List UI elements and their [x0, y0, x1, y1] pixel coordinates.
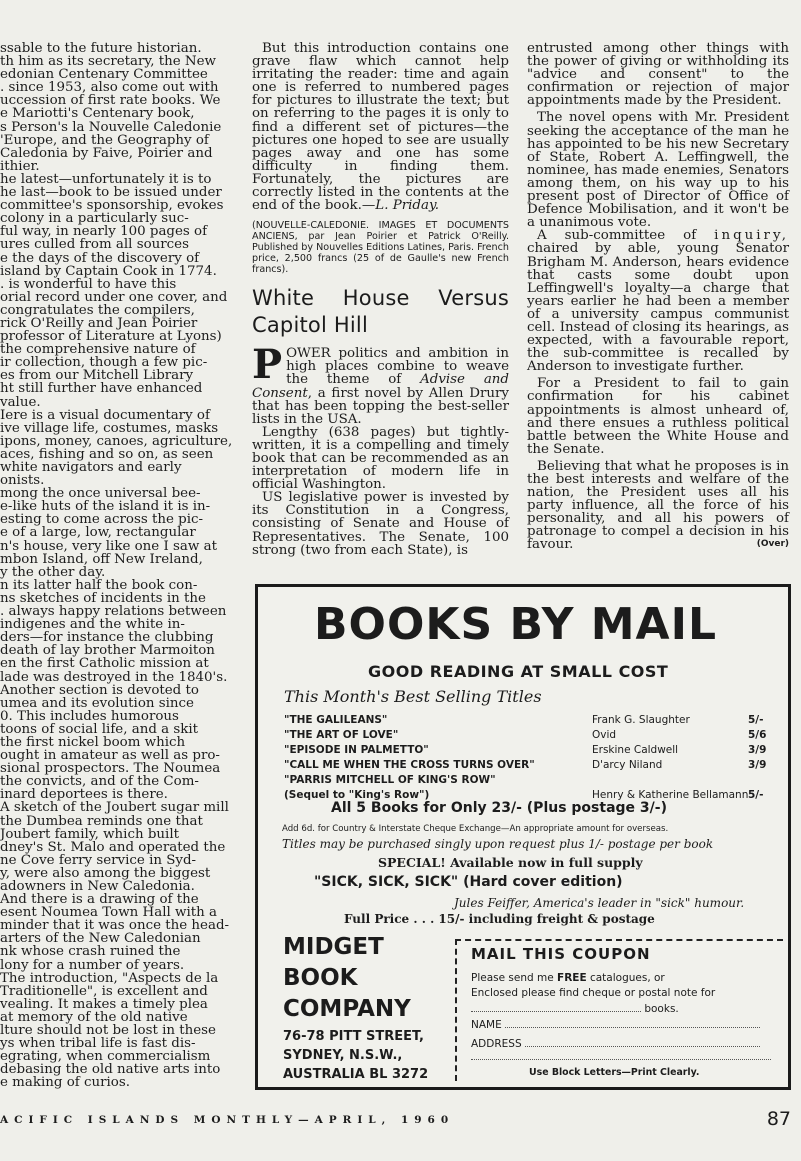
paragraph: The novel opens with Mr. President seeking the acceptance of the man he has appointed to be his new Secretary of State, Robert A. Leffingwell, the nominee, has made enemies, Senators among them, on his way up to his present post of Director of Office of Defence Mobilisation, and it won't be a unanimous vote.: [527, 110, 789, 231]
continued-label: (Over): [756, 539, 789, 550]
text-line: Caledonia by Faive, Poirier and: [0, 146, 213, 160]
paragraph: A sub-committee of inquiry, chaired by able, young Senator Brigham M. Anderson, hears evidence that casts some doubt upon Leffingwell's loyalty—a charge that years earlier he had been a member of a university campus communist cell. Instead of closing its hearings, as expected, with a favourable report, the sub-committee is recalled by Anderson to investigate further.: [527, 228, 789, 375]
paragraph: Believing that what he proposes is in the best interests and welfare of the nation, the President uses all his party influence, all the force of his personality, and all his powers of patronage to compel a decision in his favour. (Over): [527, 458, 789, 553]
book-title: "CALL ME WHEN THE CROSS TURNS OVER": [284, 759, 535, 771]
text-line: the comprehensive nature of: [0, 343, 196, 357]
coupon-title: MAIL THIS COUPON: [471, 945, 651, 963]
text-line: professor of Literature at Lyons): [0, 330, 222, 344]
company-name: MIDGET BOOK COMPANY: [283, 934, 411, 1022]
book-row: [284, 743, 784, 758]
text-line: he latest—unfortunately it is to: [0, 172, 212, 187]
text-line: adowners in New Caledonia.: [0, 880, 195, 894]
text-line: ought in amateur as well as pro-: [0, 749, 220, 763]
text-line: ures culled from all sources: [0, 238, 189, 252]
book-row: [284, 758, 784, 773]
page-number: 87: [766, 1108, 791, 1130]
text-line: And there is a drawing of the: [0, 893, 199, 907]
single-purchase-note: Titles may be purchased singly upon request plus 1/- postage per book: [282, 837, 714, 851]
text-line: ders—for instance the clubbing: [0, 631, 214, 645]
text-line: arters of the New Caledonian: [0, 932, 201, 946]
text-line: death of lay brother Marmoiton: [0, 644, 215, 658]
book-caption: (NOUVELLE-CALEDONIE. IMAGES ET DOCUMENTS ANCIENS, par Jean Poirier et Patrick O'Reilly. Published by Nouvelles Editions Latines, Paris. French price, 2,500 francs (25 of de Gaulle's new French francs).: [252, 220, 509, 276]
text-line: The introduction, "Aspects de la: [0, 971, 219, 985]
book-author: Erskine Caldwell: [592, 744, 679, 756]
text-line: Joubert family, which built: [0, 827, 179, 841]
text-line: onists.: [0, 474, 45, 488]
coupon-footer: Use Block Letters—Print Clearly.: [529, 1067, 700, 1078]
paragraph: For a President to fail to gain confirmation for his cabinet appointments is almost unheard of, and there ensues a ruthless political battle between the White House and the Senate.: [527, 376, 789, 457]
text-line: lade was destroyed in the 1840's.: [0, 670, 228, 684]
text-line: e of a large, low, rectangular: [0, 526, 196, 540]
text-line: inard deportees is there.: [0, 788, 168, 802]
text-line: white navigators and early: [0, 461, 182, 475]
text-line: Traditionelle", is excellent and: [0, 984, 208, 998]
featured-book-price: Full Price . . . 15/- including freight & postage: [344, 912, 655, 926]
text-line: aces, fishing and so on, as seen: [0, 447, 214, 461]
text-line: the Dumbea reminds one that: [0, 814, 203, 828]
article-column-left: [0, 42, 238, 1090]
text-line: minder that it was once the head-: [0, 919, 230, 933]
text-line: island by Captain Cook in 1774.: [0, 264, 217, 278]
text-line: ithier.: [0, 159, 40, 173]
text-line: congratulates the compilers,: [0, 303, 195, 317]
cheque-note: Add 6d. for Country & Interstate Cheque Exchange—An appropriate amount for overseas.: [282, 824, 669, 834]
text-line: Another section is devoted to: [0, 683, 199, 697]
text-line: ssable to the future historian.: [0, 42, 202, 56]
text-line: Iere is a visual documentary of: [0, 408, 210, 422]
book-title: "EPISODE IN PALMETTO": [284, 744, 429, 756]
text-line: 0. This includes humorous: [0, 709, 179, 723]
text-line: es from our Mitchell Library: [0, 369, 194, 383]
special-offer: SPECIAL! Available now in full supply: [378, 855, 643, 870]
book-author: Ovid: [592, 729, 617, 741]
book-author: Henry & Katherine Bellamann: [592, 789, 749, 801]
paragraph: US legislative power is invested by its Constitution in a Congress, consisting of Senate and House of Representatives. The Senate, 100 strong (two from each State), is: [252, 490, 509, 558]
publication-line: ACIFIC ISLANDS MONTHLY—APRIL, 1960: [0, 1114, 455, 1126]
book-list: [284, 713, 784, 803]
text-line: esent Noumea Town Hall with a: [0, 906, 218, 920]
article-column-right: [527, 42, 789, 552]
book-title: "THE ART OF LOVE": [284, 729, 399, 741]
book-title: (Sequel to "King's Row"): [284, 789, 430, 801]
text-line: ne Cove ferry service in Syd-: [0, 853, 197, 867]
book-title: "THE GALILEANS": [284, 714, 388, 726]
text-line: mong the once universal bee-: [0, 487, 201, 501]
text-line: e the days of the discovery of: [0, 251, 200, 265]
text-line: mbon Island, off New Ireland,: [0, 552, 203, 566]
books-by-mail-advertisement: [255, 584, 791, 1090]
paragraph: Lengthy (638 pages) but tightly-written, it is a compelling and timely book that can be recommended as an interpretation of modern life in official Washington.: [252, 424, 509, 493]
text-line: 'Europe, and the Geography of: [0, 133, 209, 147]
text-line: debasing the old native arts into: [0, 1063, 221, 1077]
text-line: umea and its evolution since: [0, 696, 194, 710]
text-line: committee's sponsorship, evokes: [0, 199, 224, 213]
text-line: the first nickel boom which: [0, 735, 186, 750]
text-line: y the other day.: [0, 565, 106, 579]
text-line: y, were also among the biggest: [0, 866, 211, 880]
article-headline: White House Versus Capitol Hill: [252, 286, 509, 338]
text-line: th him as its secretary, the New: [0, 55, 217, 69]
best-selling-heading: This Month's Best Selling Titles: [284, 687, 542, 706]
book-row: [284, 773, 784, 788]
text-line: egrating, when commercialism: [0, 1050, 211, 1064]
paragraph: entrusted among other things with the power of giving or withholding its "advice and consent" to the confirmation or rejection of major appointments made by the President.: [527, 41, 789, 109]
company-address: 76-78 PITT STREET, SYDNEY, N.S.W., AUSTRALIA BL 3272: [283, 1029, 429, 1082]
featured-book-title: "SICK, SICK, SICK" (Hard cover edition): [314, 874, 623, 890]
text-line: ir collection, though a few pic-: [0, 356, 208, 370]
text-line: en the first Catholic mission at: [0, 657, 209, 671]
coupon-name-field[interactable]: NAME: [471, 1017, 760, 1031]
book-price: 5/-: [748, 789, 764, 801]
text-line: dney's St. Malo and operated the: [0, 840, 226, 854]
text-line: . is wonderful to have this: [0, 277, 177, 291]
ad-banner: BOOKS BY MAIL: [314, 599, 718, 650]
text-line: ys when tribal life is fast dis-: [0, 1037, 196, 1051]
book-price: 5/6: [748, 729, 767, 741]
book-row: [284, 713, 784, 728]
text-line: toons of social life, and a skit: [0, 722, 199, 736]
text-line: ht still further have enhanced: [0, 382, 203, 396]
bundle-offer: All 5 Books for Only 23/- (Plus postage 3/-): [331, 800, 667, 816]
page-footer: [0, 1108, 801, 1132]
text-line: sional prospectors. The Noumea: [0, 762, 221, 776]
text-line: colony in a particularly suc-: [0, 212, 189, 226]
text-line: s Person's la Nouvelle Caledonie: [0, 120, 222, 134]
text-line: uccession of first rate books. We: [0, 94, 221, 108]
text-line: rick O'Reilly and Jean Poirier: [0, 316, 198, 331]
book-author: Frank G. Slaughter: [592, 714, 690, 726]
mail-coupon: [455, 939, 783, 1081]
text-line: ns sketches of incidents in the: [0, 591, 206, 606]
book-price: 3/9: [748, 744, 767, 756]
text-line: ipons, money, canoes, agriculture,: [0, 434, 233, 448]
text-line: lony for a number of years.: [0, 958, 185, 972]
coupon-address-line[interactable]: [471, 1049, 771, 1063]
text-line: lture should not be lost in these: [0, 1024, 216, 1038]
book-title: "PARRIS MITCHELL OF KING'S ROW": [284, 774, 496, 786]
text-line: edonian Centenary Committee: [0, 68, 208, 82]
coupon-address-field[interactable]: ADDRESS: [471, 1036, 760, 1050]
book-author: D'arcy Niland: [592, 759, 663, 771]
text-line: e Mariotti's Centenary book,: [0, 107, 195, 121]
featured-book-author: Jules Feiffer, America's leader in "sick" humour.: [454, 896, 745, 910]
drop-cap: P: [252, 341, 283, 389]
article-column-middle: [252, 42, 509, 557]
text-line: the convicts, and of the Com-: [0, 775, 199, 789]
text-line: at memory of the old native: [0, 1010, 188, 1025]
book-price: 5/-: [748, 714, 764, 726]
text-line: . always happy relations between: [0, 605, 227, 619]
text-line: indigenes and the white in-: [0, 618, 185, 632]
book-price: 3/9: [748, 759, 767, 771]
coupon-text: Please send me FREE catalogues, or Enclosed please find cheque or postal note for books.: [471, 972, 716, 1015]
paragraph: But this introduction contains one grave flaw which cannot help irritating the reader: time and again one is referred to numbered pages for pictures to illustrate the text; but on referring to the pages it is only to find a different set of pictures—the pictures one hoped to see are usually pages away and one has some difficulty in finding them. Fortunately, the pictures are correctly listed in the contents at the end of the book.—L. Priday.: [252, 41, 509, 214]
text-line: ful way, in nearly 100 pages of: [0, 225, 208, 239]
text-line: vealing. It makes a timely plea: [0, 997, 208, 1011]
text-line: A sketch of the Joubert sugar mill: [0, 801, 229, 815]
text-line: nk whose crash ruined the: [0, 945, 181, 959]
text-line: he last—book to be issued under: [0, 186, 222, 200]
text-line: n's house, very like one I saw at: [0, 539, 217, 553]
paragraph: POWER politics and ambition in high places combine to weave the theme of Advise and Consent, a first novel by Allen Drury that has been topping the best-seller lists in the USA.: [252, 341, 509, 427]
book-row: [284, 728, 784, 743]
text-line: orial record under one cover, and: [0, 290, 228, 304]
text-line: e-like huts of the island it is in-: [0, 500, 211, 514]
ad-subtitle: GOOD READING AT SMALL COST: [368, 662, 669, 681]
text-line: value.: [0, 395, 41, 409]
text-line: ive village life, costumes, masks: [0, 421, 219, 435]
text-line: e making of curios.: [0, 1076, 130, 1090]
text-line: n its latter half the book con-: [0, 578, 198, 592]
text-line: esting to come across the pic-: [0, 513, 204, 527]
text-line: . since 1953, also come out with: [0, 81, 219, 95]
